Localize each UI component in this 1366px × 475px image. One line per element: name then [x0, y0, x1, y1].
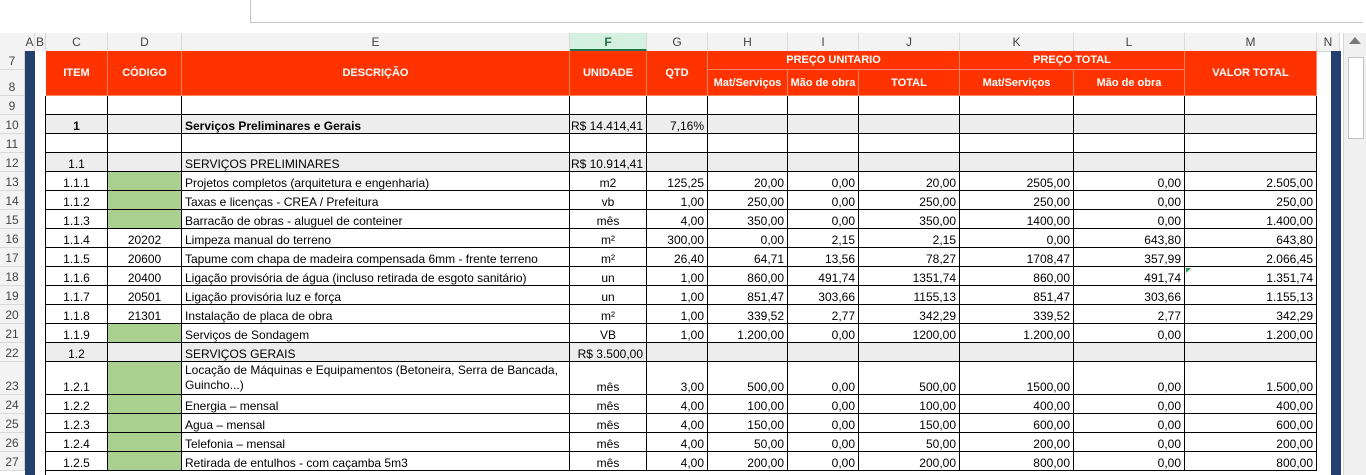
cell-unid-1-1-4[interactable]: m²: [570, 229, 647, 248]
column-header-m[interactable]: M: [1185, 33, 1317, 51]
cell-item-1[interactable]: 1: [46, 115, 108, 134]
cell-j-1-1-7[interactable]: 1155,13: [859, 286, 960, 305]
cell-h-1-2-4[interactable]: 50,00: [708, 433, 788, 452]
cell-m-1-2-3[interactable]: 600,00: [1185, 414, 1317, 433]
cell-qtd-1-2-1[interactable]: 3,00: [647, 362, 708, 395]
cell-desc-1-2[interactable]: SERVIÇOS GERAIS: [182, 343, 570, 362]
cell-m-1-1-2[interactable]: 250,00: [1185, 191, 1317, 210]
header-mat-servicos-total: Mat/Serviços: [960, 70, 1074, 96]
cell-j-1-1-5[interactable]: 78,27: [859, 248, 960, 267]
cell-desc-1-1-1[interactable]: Projetos completos (arquitetura e engenharia): [182, 172, 570, 191]
cell-h-1-1-3[interactable]: 350,00: [708, 210, 788, 229]
cell-codigo-1[interactable]: [108, 115, 182, 134]
cell-l-1-2-1[interactable]: 0,00: [1074, 362, 1185, 395]
row-header[interactable]: [0, 229, 25, 248]
cell-unid-1-1[interactable]: R$ 10.914,41: [570, 153, 647, 172]
cell-j-1-2[interactable]: [859, 343, 960, 362]
cell-h-1-1-6[interactable]: 860,00: [708, 267, 788, 286]
cell-k-1-1-9[interactable]: 1.200,00: [960, 324, 1074, 343]
cell-unid-1-2-1[interactable]: mês: [570, 362, 647, 395]
cell-l-1-1-6[interactable]: 491,74: [1074, 267, 1185, 286]
row-header[interactable]: [0, 248, 25, 267]
row-number: 7: [8, 54, 16, 68]
column-header-n[interactable]: N: [1317, 33, 1340, 51]
cell-codigo-1-2-1[interactable]: [108, 362, 182, 395]
cell-codigo-1-2[interactable]: [108, 343, 182, 362]
row-header[interactable]: [0, 153, 25, 172]
cell-desc-1[interactable]: Serviços Preliminares e Gerais: [182, 115, 570, 134]
cell-l-1-2-4[interactable]: 0,00: [1074, 433, 1185, 452]
cell-k[interactable]: [960, 134, 1074, 153]
cell-h-1-1-7[interactable]: 851,47: [708, 286, 788, 305]
row-header[interactable]: [0, 433, 25, 452]
cell-desc-1-1-3[interactable]: Barracão de obras - aluguel de conteiner: [182, 210, 570, 229]
cell-k-1-1[interactable]: [960, 153, 1074, 172]
cell-h-1-1[interactable]: [708, 153, 788, 172]
cell-h-1-2-2[interactable]: 100,00: [708, 395, 788, 414]
header-preco-total: PREÇO TOTAL: [960, 51, 1185, 70]
cell-codigo-1-1-9[interactable]: [108, 324, 182, 343]
cell-h[interactable]: [708, 96, 788, 115]
cell-desc-1-2-2[interactable]: Energia – mensal: [182, 395, 570, 414]
cell-desc-1-2-1[interactable]: Locação de Máquinas e Equipamentos (Betoneira, Serra de Bancada, Guincho...): [182, 362, 570, 395]
cell-l-1-2-3[interactable]: 0,00: [1074, 414, 1185, 433]
row-header[interactable]: [0, 286, 25, 305]
cell-unid-1-2[interactable]: R$ 3.500,00: [570, 343, 647, 362]
cell-desc[interactable]: [182, 134, 570, 153]
cell-desc-1-1-9[interactable]: Serviços de Sondagem: [182, 324, 570, 343]
header-qtd: QTD: [647, 51, 708, 96]
cell-k-1-1-6[interactable]: 860,00: [960, 267, 1074, 286]
cell-i-1-1-4[interactable]: 2,15: [788, 229, 859, 248]
cell-j-1-1[interactable]: [859, 153, 960, 172]
header-preco-unitario: PREÇO UNITARIO: [708, 51, 960, 70]
cell-qtd-1-1-4[interactable]: 300,00: [647, 229, 708, 248]
cell-unid-1-1-1[interactable]: m2: [570, 172, 647, 191]
cell-desc[interactable]: [182, 96, 570, 115]
cell-unid-1-1-3[interactable]: mês: [570, 210, 647, 229]
cell-codigo-1-1-7[interactable]: 20501: [108, 286, 182, 305]
cell-codigo-1-1-6[interactable]: 20400: [108, 267, 182, 286]
cell-item-1-1-6[interactable]: 1.1.6: [46, 267, 108, 286]
cell-j[interactable]: [859, 134, 960, 153]
cell-desc-1-1-5[interactable]: Tapume com chapa de madeira compensada 6mm - frente terreno: [182, 248, 570, 267]
cell-item[interactable]: [46, 134, 108, 153]
cell-item-1-1-4[interactable]: 1.1.4: [46, 229, 108, 248]
cell-item[interactable]: [46, 96, 108, 115]
column-header-j[interactable]: J: [859, 33, 960, 51]
column-header-g[interactable]: G: [647, 33, 708, 51]
cell-k-1-1-3[interactable]: 1400,00: [960, 210, 1074, 229]
cell-k-1-1-1[interactable]: 2505,00: [960, 172, 1074, 191]
cell-i-1-2-5[interactable]: 0,00: [788, 452, 859, 471]
cell-l-1-2[interactable]: [1074, 343, 1185, 362]
cell-k-1-1-2[interactable]: 250,00: [960, 191, 1074, 210]
cell-k-1-2-5[interactable]: 800,00: [960, 452, 1074, 471]
header-descricao: DESCRIÇÃO: [182, 51, 570, 96]
cell-k-1-2-4[interactable]: 200,00: [960, 433, 1074, 452]
cell-qtd-1-2-5[interactable]: 4,00: [647, 452, 708, 471]
cell-m-1-2-2[interactable]: 400,00: [1185, 395, 1317, 414]
error-indicator-icon: [1186, 268, 1191, 273]
row-number: 16: [5, 232, 19, 246]
header-valor-total: VALOR TOTAL: [1185, 51, 1317, 96]
row-number: 23: [5, 379, 19, 393]
cell-unid-1-2-4[interactable]: mês: [570, 433, 647, 452]
cell-i-1-1[interactable]: [788, 153, 859, 172]
cell-m-1-1-9[interactable]: 1.200,00: [1185, 324, 1317, 343]
row-header[interactable]: [0, 51, 25, 70]
cell-l-1-1-4[interactable]: 643,80: [1074, 229, 1185, 248]
cell-desc-1-2-3[interactable]: Agua – mensal: [182, 414, 570, 433]
header-mat-servicos: Mat/Serviços: [708, 70, 788, 96]
cell-desc-1-1[interactable]: SERVIÇOS PRELIMINARES: [182, 153, 570, 172]
cell-l-1-1-2[interactable]: 0,00: [1074, 191, 1185, 210]
cell-j-1[interactable]: [859, 115, 960, 134]
row-number: 9: [8, 99, 16, 113]
cell-i-1-2-3[interactable]: 0,00: [788, 414, 859, 433]
cell-unid-1-1-7[interactable]: un: [570, 286, 647, 305]
cell-i-1-2-4[interactable]: 0,00: [788, 433, 859, 452]
cell-l-1[interactable]: [1074, 115, 1185, 134]
row-header[interactable]: [0, 70, 25, 96]
cell-m-1-1-8[interactable]: 342,29: [1185, 305, 1317, 324]
cell-item-1-1-5[interactable]: 1.1.5: [46, 248, 108, 267]
cell-l-1-2-5[interactable]: 0,00: [1074, 452, 1185, 471]
cell-l-1-1-9[interactable]: 0,00: [1074, 324, 1185, 343]
cell-item-1-2-1[interactable]: 1.2.1: [46, 362, 108, 395]
row-header[interactable]: [0, 134, 25, 153]
cell-codigo-1-1-2[interactable]: [108, 191, 182, 210]
cell-j-1-2-2[interactable]: 100,00: [859, 395, 960, 414]
row-header[interactable]: [0, 395, 25, 414]
column-header-c[interactable]: C: [46, 33, 108, 51]
cell-m-1-1-3[interactable]: 1.400,00: [1185, 210, 1317, 229]
row-header[interactable]: [0, 362, 25, 395]
row-header[interactable]: [0, 115, 25, 134]
row-number: 17: [5, 251, 19, 265]
cell-l-1-1-1[interactable]: 0,00: [1074, 172, 1185, 191]
cell-unid-1-1-9[interactable]: VB: [570, 324, 647, 343]
cell-item-1-2[interactable]: 1.2: [46, 343, 108, 362]
cell-l[interactable]: [1074, 96, 1185, 115]
cell-i-1-1-7[interactable]: 303,66: [788, 286, 859, 305]
row-number: 13: [5, 175, 19, 189]
cell-qtd-1-2-2[interactable]: 4,00: [647, 395, 708, 414]
cell-i-1[interactable]: [788, 115, 859, 134]
row-header[interactable]: [0, 414, 25, 433]
cell-codigo-1-2-3[interactable]: [108, 414, 182, 433]
cell-item-1-1-3[interactable]: 1.1.3: [46, 210, 108, 229]
column-header-h[interactable]: H: [708, 33, 788, 51]
column-header-i[interactable]: I: [788, 33, 859, 51]
cell-i-1-2[interactable]: [788, 343, 859, 362]
cell-j-1-1-6[interactable]: 1351,74: [859, 267, 960, 286]
cell-h-1-2-5[interactable]: 200,00: [708, 452, 788, 471]
row-header[interactable]: [0, 343, 25, 362]
cell-l-1-1[interactable]: [1074, 153, 1185, 172]
cell-i-1-2-1[interactable]: 0,00: [788, 362, 859, 395]
cell-j-1-1-1[interactable]: 20,00: [859, 172, 960, 191]
cell-qtd-1-1-3[interactable]: 4,00: [647, 210, 708, 229]
cell-m-1-1-4[interactable]: 643,80: [1185, 229, 1317, 248]
cell-unid-1-2-5[interactable]: mês: [570, 452, 647, 471]
cell-j-1-1-9[interactable]: 1200,00: [859, 324, 960, 343]
cell-j-1-1-3[interactable]: 350,00: [859, 210, 960, 229]
cell-k-1-1-8[interactable]: 339,52: [960, 305, 1074, 324]
cell-i[interactable]: [788, 96, 859, 115]
cell-m-1-1-6[interactable]: 1.351,74: [1185, 267, 1317, 286]
row-header[interactable]: [0, 172, 25, 191]
column-header-a[interactable]: A: [25, 35, 34, 49]
header-unidade: UNIDADE: [570, 51, 647, 96]
cell-qtd-1-1-9[interactable]: 1,00: [647, 324, 708, 343]
cell-unid[interactable]: [570, 96, 647, 115]
cell-j-1-2-1[interactable]: 500,00: [859, 362, 960, 395]
cell-i[interactable]: [788, 134, 859, 153]
right-border-bar: [1331, 51, 1341, 475]
row-number: 10: [5, 118, 19, 132]
cell-m-1-2-1[interactable]: 1.500,00: [1185, 362, 1317, 395]
cell-codigo-1-1-8[interactable]: 21301: [108, 305, 182, 324]
cell-codigo-1-1[interactable]: [108, 153, 182, 172]
row-header[interactable]: [0, 210, 25, 229]
cell-desc-1-1-6[interactable]: Ligação provisória de água (incluso retirada de esgoto sanitário): [182, 267, 570, 286]
scroll-thumb[interactable]: [1348, 57, 1364, 139]
cell-codigo-1-1-5[interactable]: 20600: [108, 248, 182, 267]
cell-codigo[interactable]: [108, 134, 182, 153]
cell-h-1-1-1[interactable]: 20,00: [708, 172, 788, 191]
cell-item-1-1-7[interactable]: 1.1.7: [46, 286, 108, 305]
column-header-e[interactable]: E: [182, 33, 570, 51]
header-mao-de-obra: Mão de obra: [788, 70, 859, 96]
row-number: 25: [5, 417, 19, 431]
cell-h-1-2-1[interactable]: 500,00: [708, 362, 788, 395]
cell-i-1-1-5[interactable]: 13,56: [788, 248, 859, 267]
cell-k-1-2-2[interactable]: 400,00: [960, 395, 1074, 414]
cell-i-1-1-2[interactable]: 0,00: [788, 191, 859, 210]
cell-m-1-1-1[interactable]: 2.505,00: [1185, 172, 1317, 191]
cell-k-1[interactable]: [960, 115, 1074, 134]
cell-codigo-1-2-2[interactable]: [108, 395, 182, 414]
cell-unid-1-1-2[interactable]: vb: [570, 191, 647, 210]
cell-desc-1-1-7[interactable]: Ligação provisória luz e força: [182, 286, 570, 305]
cell-item-1-1-8[interactable]: 1.1.8: [46, 305, 108, 324]
row-number: 26: [5, 436, 19, 450]
cell-unid[interactable]: [570, 134, 647, 153]
cell-item-1-1-1[interactable]: 1.1.1: [46, 172, 108, 191]
cell-l-1-1-5[interactable]: 357,99: [1074, 248, 1185, 267]
cell-qtd-1[interactable]: 7,16%: [647, 115, 708, 134]
cell-h-1[interactable]: [708, 115, 788, 134]
cell-m-1-1-5[interactable]: 2.066,45: [1185, 248, 1317, 267]
cell-qtd-1-1-8[interactable]: 1,00: [647, 305, 708, 324]
row-number: 20: [5, 308, 19, 322]
cell-k-1-2-1[interactable]: 1500,00: [960, 362, 1074, 395]
cell-j[interactable]: [859, 96, 960, 115]
cell-unid-1[interactable]: R$ 14.414,41: [570, 115, 647, 134]
cell-m-1-2-4[interactable]: 200,00: [1185, 433, 1317, 452]
cell-qtd-1-2[interactable]: [647, 343, 708, 362]
cell-qtd-1-1-6[interactable]: 1,00: [647, 267, 708, 286]
cell-l-1-1-7[interactable]: 303,66: [1074, 286, 1185, 305]
cell-h-1-1-9[interactable]: 1.200,00: [708, 324, 788, 343]
cell-item-1-2-4[interactable]: 1.2.4: [46, 433, 108, 452]
row-number: 14: [5, 194, 19, 208]
cell-h[interactable]: [708, 134, 788, 153]
column-header-b[interactable]: B: [35, 35, 44, 49]
cell-l-1-2-2[interactable]: 0,00: [1074, 395, 1185, 414]
cell-h-1-1-8[interactable]: 339,52: [708, 305, 788, 324]
cell-l[interactable]: [1074, 134, 1185, 153]
header-mao-de-obra-total: Mão de obra: [1074, 70, 1185, 96]
cell-qtd[interactable]: [647, 96, 708, 115]
cell-qtd-1-1-5[interactable]: 26,40: [647, 248, 708, 267]
cell-qtd-1-1-1[interactable]: 125,25: [647, 172, 708, 191]
row-header[interactable]: [0, 324, 25, 343]
row-number: 19: [5, 289, 19, 303]
cell-i-1-1-9[interactable]: 0,00: [788, 324, 859, 343]
row-number: 18: [5, 270, 19, 284]
row-number: 11: [5, 137, 19, 151]
cell-qtd-1-1[interactable]: [647, 153, 708, 172]
cell-m[interactable]: [1185, 134, 1317, 153]
cell-l-1-1-8[interactable]: 2,77: [1074, 305, 1185, 324]
column-header-d[interactable]: D: [108, 33, 182, 51]
column-header-k[interactable]: K: [960, 33, 1074, 51]
cell-desc-1-2-4[interactable]: Telefonia – mensal: [182, 433, 570, 452]
cell-desc-1-2-5[interactable]: Retirada de entulhos - com caçamba 5m3: [182, 452, 570, 471]
cell-m[interactable]: [1185, 96, 1317, 115]
cell-j-1-2-4[interactable]: 50,00: [859, 433, 960, 452]
cell-desc-1-1-8[interactable]: Instalação de placa de obra: [182, 305, 570, 324]
cell-item-1-2-3[interactable]: 1.2.3: [46, 414, 108, 433]
row-number: 8: [8, 80, 16, 94]
cell-j-1-1-4[interactable]: 2,15: [859, 229, 960, 248]
cell-qtd-1-1-7[interactable]: 1,00: [647, 286, 708, 305]
row-number: 21: [5, 327, 19, 341]
cell-i-1-1-6[interactable]: 491,74: [788, 267, 859, 286]
row-number: 24: [5, 398, 19, 412]
row-number: 22: [5, 346, 19, 360]
cell-m-1-1-7[interactable]: 1.155,13: [1185, 286, 1317, 305]
row-header[interactable]: [0, 267, 25, 286]
cell-j-1-1-2[interactable]: 250,00: [859, 191, 960, 210]
cell-h-1-1-5[interactable]: 64,71: [708, 248, 788, 267]
cell-qtd-1-2-3[interactable]: 4,00: [647, 414, 708, 433]
cell-k[interactable]: [960, 96, 1074, 115]
spacer: [0, 23, 1366, 33]
cell-codigo-1-1-1[interactable]: [108, 172, 182, 191]
cell-m-1-2[interactable]: [1185, 343, 1317, 362]
cell-j-1-1-8[interactable]: 342,29: [859, 305, 960, 324]
cell-j-1-2-5[interactable]: 200,00: [859, 452, 960, 471]
cell-k-1-2[interactable]: [960, 343, 1074, 362]
cell-k-1-1-7[interactable]: 851,47: [960, 286, 1074, 305]
column-header-f[interactable]: F: [570, 33, 647, 51]
cell-item-1-1-2[interactable]: 1.1.2: [46, 191, 108, 210]
column-header-l[interactable]: L: [1074, 33, 1185, 51]
row-number: 27: [5, 455, 19, 469]
cell-k-1-2-3[interactable]: 600,00: [960, 414, 1074, 433]
vertical-scrollbar[interactable]: [1343, 33, 1366, 475]
header-total: TOTAL: [859, 70, 960, 96]
cell-i-1-2-2[interactable]: 0,00: [788, 395, 859, 414]
cell-h-1-2-3[interactable]: 150,00: [708, 414, 788, 433]
header-item: ITEM: [46, 51, 108, 96]
formula-bar[interactable]: [250, 0, 1363, 23]
row-header[interactable]: [0, 96, 25, 115]
cell-codigo-1-1-4[interactable]: 20202: [108, 229, 182, 248]
cell-codigo[interactable]: [108, 96, 182, 115]
cell-unid-1-1-5[interactable]: m²: [570, 248, 647, 267]
cell-h-1-2[interactable]: [708, 343, 788, 362]
cell-codigo-1-2-5[interactable]: [108, 452, 182, 471]
cell-i-1-1-1[interactable]: 0,00: [788, 172, 859, 191]
row-header[interactable]: [0, 305, 25, 324]
cell-m-1-1[interactable]: [1185, 153, 1317, 172]
cell-j-1-2-3[interactable]: 150,00: [859, 414, 960, 433]
row-header[interactable]: [0, 191, 25, 210]
cell-item-1-2-2[interactable]: 1.2.2: [46, 395, 108, 414]
cell-h-1-1-2[interactable]: 250,00: [708, 191, 788, 210]
left-border-bar: [25, 51, 35, 475]
cell-i-1-1-3[interactable]: 0,00: [788, 210, 859, 229]
cell-unid-1-2-2[interactable]: mês: [570, 395, 647, 414]
cell-k-1-1-4[interactable]: 0,00: [960, 229, 1074, 248]
cell-unid-1-1-6[interactable]: un: [570, 267, 647, 286]
grid-left-border: [45, 96, 46, 475]
cell-qtd-1-2-4[interactable]: 4,00: [647, 433, 708, 452]
cell-item-1-1[interactable]: 1.1: [46, 153, 108, 172]
cell-codigo-1-1-3[interactable]: [108, 210, 182, 229]
cell-codigo-1-2-4[interactable]: [108, 433, 182, 452]
cell-qtd[interactable]: [647, 134, 708, 153]
cell-desc-1-1-4[interactable]: Limpeza manual do terreno: [182, 229, 570, 248]
row-header[interactable]: [0, 452, 25, 471]
cell-k-1-1-5[interactable]: 1708,47: [960, 248, 1074, 267]
cell-l-1-1-3[interactable]: 0,00: [1074, 210, 1185, 229]
cell-i-1-1-8[interactable]: 2,77: [788, 305, 859, 324]
cell-item-1-1-9[interactable]: 1.1.9: [46, 324, 108, 343]
row-number: 15: [5, 213, 19, 227]
column-headers: [0, 33, 1340, 52]
cell-qtd-1-1-2[interactable]: 1,00: [647, 191, 708, 210]
cell-item-1-2-5[interactable]: 1.2.5: [46, 452, 108, 471]
cell-desc-1-1-2[interactable]: Taxas e licenças - CREA / Prefeitura: [182, 191, 570, 210]
row-number: 12: [5, 156, 19, 170]
cell-m-1[interactable]: [1185, 115, 1317, 134]
cell-unid-1-2-3[interactable]: mês: [570, 414, 647, 433]
cell-m-1-2-5[interactable]: 800,00: [1185, 452, 1317, 471]
cell-unid-1-1-8[interactable]: m²: [570, 305, 647, 324]
scroll-up-icon[interactable]: [1349, 37, 1361, 44]
cell-h-1-1-4[interactable]: 0,00: [708, 229, 788, 248]
header-codigo: CÓDIGO: [108, 51, 182, 96]
